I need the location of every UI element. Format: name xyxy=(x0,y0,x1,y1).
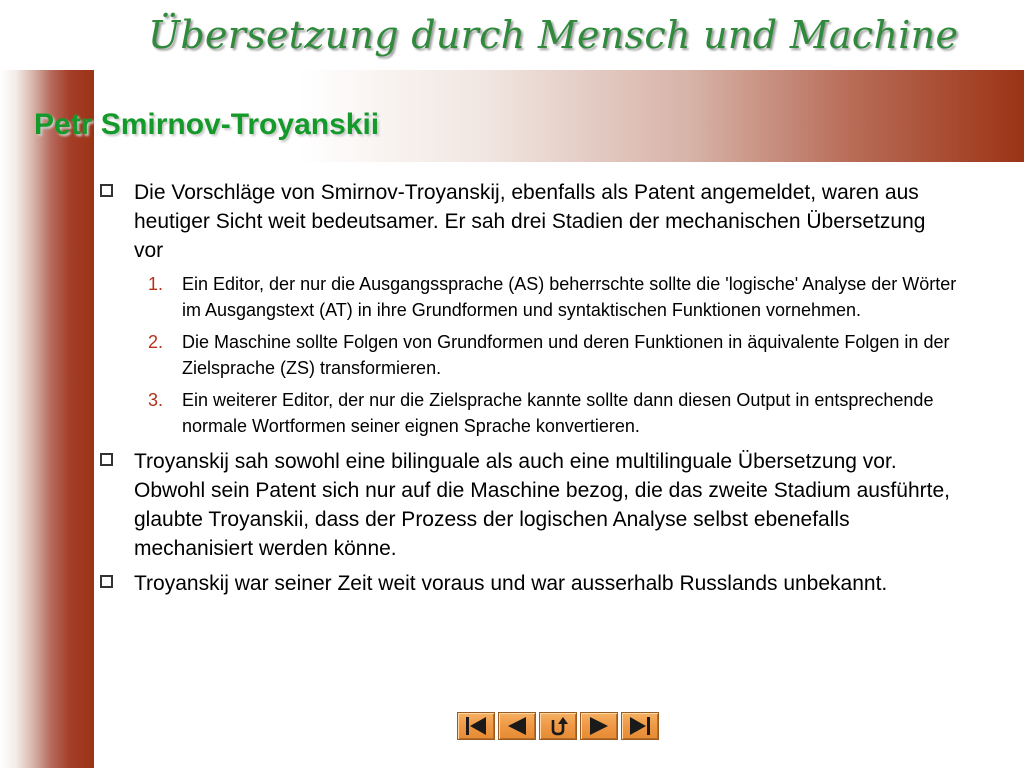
list-item xyxy=(98,329,958,381)
next-slide-icon xyxy=(586,715,612,737)
square-bullet-icon xyxy=(100,575,113,588)
list-item-text: Ein Editor, der nur die Ausgangssprache (AS) beherrschte sollte die 'logische' Analyse der Wörter im Ausgangstext (AT) in ihre Grundformen und syntaktischen Funktionen vornehmen. xyxy=(182,274,957,320)
slide-title: Petr Smirnov-Troyanskii xyxy=(34,108,380,141)
list-item xyxy=(98,387,958,439)
list-item-text: Ein weiterer Editor, der nur die Zielsprache kannte sollte dann diesen Output in entsprechende normale Wortformen seiner eignen Sprache konvertieren. xyxy=(182,390,934,436)
bullet-text: Die Vorschläge von Smirnov-Troyanskij, ebenfalls als Patent angemeldet, waren aus heutiger Sicht weit bedeutsamer. Er sah drei Stadien der mechanischen Übersetzung vor xyxy=(134,181,926,262)
slide-content xyxy=(98,178,958,604)
list-number: 1. xyxy=(148,274,164,294)
list-item-text: Die Maschine sollte Folgen von Grundformen und deren Funktionen in äquivalente Folgen in der Zielsprache (ZS) transformieren. xyxy=(182,332,950,378)
bullet-item xyxy=(98,569,958,598)
square-bullet-icon xyxy=(100,184,113,197)
first-slide-icon xyxy=(463,715,489,737)
list-number: 2. xyxy=(148,332,164,352)
bullet-item xyxy=(98,178,958,265)
left-gradient-sidebar xyxy=(0,70,94,768)
return-button[interactable] xyxy=(539,712,577,740)
return-icon xyxy=(545,715,571,737)
bullet-text: Troyanskij sah sowohl eine bilinguale als auch eine multilinguale Übersetzung vor. Obwohl sein Patent sich nur auf die Maschine bezog, die das zweite Stadium ausführte, glaubte Troyanskii, dass der Prozess der logischen Analyse selbst ebenefalls mechanisiert werden könne. xyxy=(134,450,950,560)
bullet-item xyxy=(98,447,958,563)
last-slide-icon xyxy=(627,715,653,737)
list-item xyxy=(98,271,958,323)
next-slide-button[interactable] xyxy=(580,712,618,740)
list-number: 3. xyxy=(148,390,164,410)
numbered-list xyxy=(98,271,958,439)
bullet-text: Troyanskij war seiner Zeit weit voraus und war ausserhalb Russlands unbekannt. xyxy=(134,572,888,595)
slide-navigation xyxy=(457,712,659,740)
first-slide-button[interactable] xyxy=(457,712,495,740)
previous-slide-button[interactable] xyxy=(498,712,536,740)
square-bullet-icon xyxy=(100,453,113,466)
banner-title: Übersetzung durch Mensch und Machine xyxy=(148,13,959,57)
last-slide-button[interactable] xyxy=(621,712,659,740)
previous-slide-icon xyxy=(504,715,530,737)
